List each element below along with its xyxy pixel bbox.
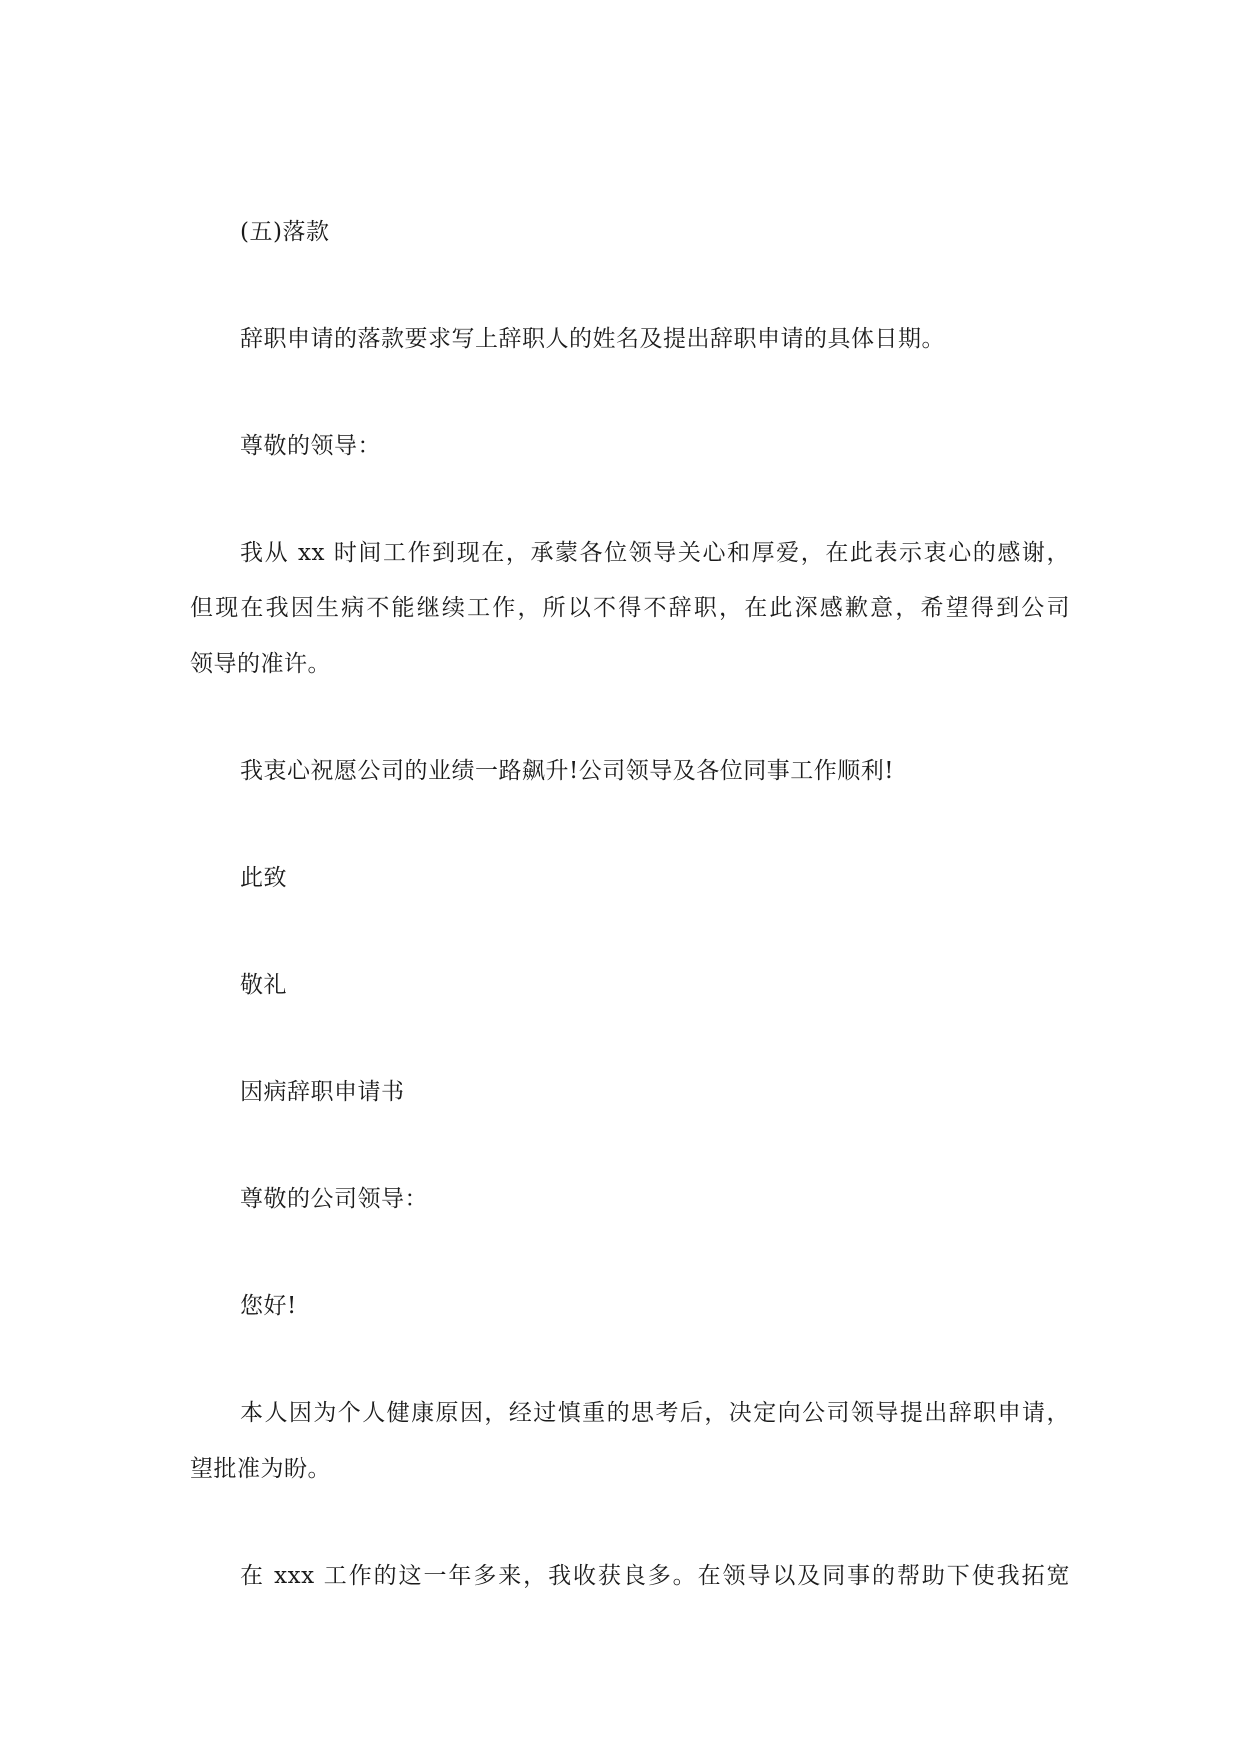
salutation: 尊敬的领导： — [240, 433, 381, 459]
paragraph-line: 我衷心祝愿公司的业绩一路飙升!公司领导及各位同事工作顺利! — [240, 758, 894, 784]
closing-line: 此致 — [240, 865, 287, 891]
paragraph-line: 我从 xx 时间工作到现在，承蒙各位领导关心和厚爱，在此表示衷心的感谢， — [240, 540, 1070, 566]
letter-title: 因病辞职申请书 — [240, 1079, 405, 1105]
greeting: 您好! — [240, 1293, 297, 1319]
paragraph-line: 但现在我因生病不能继续工作，所以不得不辞职，在此深感歉意，希望得到公司 — [190, 595, 1070, 621]
salutation: 尊敬的公司领导： — [240, 1186, 428, 1212]
paragraph-line: 领导的准许。 — [190, 651, 331, 677]
closing-line: 敬礼 — [240, 972, 287, 998]
paragraph-line: 本人因为个人健康原因，经过慎重的思考后，决定向公司领导提出辞职申请， — [240, 1400, 1070, 1426]
paragraph-line: 在 xxx 工作的这一年多来，我收获良多。在领导以及同事的帮助下使我拓宽 — [240, 1563, 1070, 1589]
paragraph-line: 辞职申请的落款要求写上辞职人的姓名及提出辞职申请的具体日期。 — [240, 326, 945, 352]
section-heading: (五)落款 — [240, 219, 330, 245]
paragraph-line: 望批准为盼。 — [190, 1456, 331, 1482]
